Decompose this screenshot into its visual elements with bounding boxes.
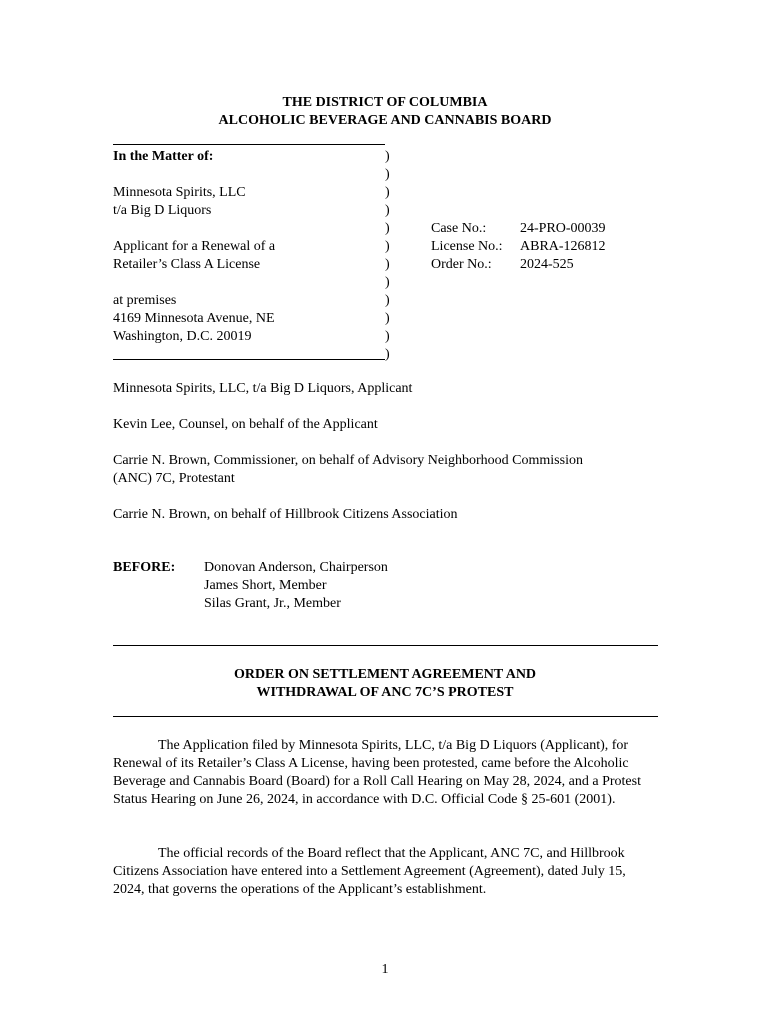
caption-paren: ) bbox=[385, 329, 390, 344]
caption-bottom-rule bbox=[113, 359, 385, 360]
order-title-line1: ORDER ON SETTLEMENT AGREEMENT AND bbox=[233, 667, 537, 682]
applicant-line2: Retailer’s Class A License bbox=[113, 257, 261, 272]
title-bottom-rule bbox=[113, 716, 658, 717]
party-applicant: Minnesota Spirits, LLC, t/a Big D Liquors, Applicant bbox=[113, 381, 413, 396]
caption-paren: ) bbox=[385, 275, 390, 290]
caption-paren: ) bbox=[385, 239, 390, 254]
body-paragraph-1: The Application filed by Minnesota Spirits, LLC, t/a Big D Liquors (Applicant), for Renewal of its Retailer’s Class A License, having been protested, came before the Alcoholic Beverage and Cannabis Board (Board) for a Roll Call Hearing on May 28, 2024, and a Protest Status Hearing on June 26, 2024, in accordance with D.C. Official Code § 25-601 (2001). bbox=[113, 738, 641, 807]
license-label: License No.: bbox=[431, 239, 503, 254]
premises-label: at premises bbox=[113, 293, 177, 308]
caption-paren: ) bbox=[385, 347, 390, 362]
caption-paren: ) bbox=[385, 293, 390, 308]
license-value: ABRA-126812 bbox=[520, 239, 606, 254]
caption-paren: ) bbox=[385, 167, 390, 182]
caption-paren: ) bbox=[385, 185, 390, 200]
board-member: Donovan Anderson, Chairperson bbox=[204, 560, 388, 575]
caption-paren: ) bbox=[385, 149, 390, 164]
caption-paren: ) bbox=[385, 221, 390, 236]
board-title-line1: THE DISTRICT OF COLUMBIA bbox=[282, 95, 488, 110]
caption-paren: ) bbox=[385, 257, 390, 272]
body-paragraph-2: The official records of the Board reflect that the Applicant, ANC 7C, and Hillbrook Citizens Association have entered into a Settlement Agreement (Agreement), dated July 15, 2024, that governs the operations of the Applicant’s establishment. bbox=[113, 846, 626, 897]
licensee-name: Minnesota Spirits, LLC bbox=[113, 185, 246, 200]
caption-paren: ) bbox=[385, 311, 390, 326]
order-title-line2: WITHDRAWAL OF ANC 7C’S PROTEST bbox=[256, 685, 514, 700]
address-line2: Washington, D.C. 20019 bbox=[113, 329, 252, 344]
party-citizens-association: Carrie N. Brown, on behalf of Hillbrook Citizens Association bbox=[113, 507, 458, 522]
party-anc-line1: Carrie N. Brown, Commissioner, on behalf of Advisory Neighborhood Commission bbox=[113, 453, 583, 468]
board-member: James Short, Member bbox=[204, 578, 327, 593]
trade-name: t/a Big D Liquors bbox=[113, 203, 212, 218]
title-top-rule bbox=[113, 645, 658, 646]
matter-label: In the Matter of: bbox=[113, 149, 214, 164]
order-label: Order No.: bbox=[431, 257, 492, 272]
before-label: BEFORE: bbox=[113, 560, 176, 575]
party-counsel: Kevin Lee, Counsel, on behalf of the Applicant bbox=[113, 417, 378, 432]
board-member: Silas Grant, Jr., Member bbox=[204, 596, 341, 611]
board-title-line2: ALCOHOLIC BEVERAGE AND CANNABIS BOARD bbox=[218, 113, 552, 128]
caption-top-rule bbox=[113, 144, 385, 145]
caption-paren: ) bbox=[385, 203, 390, 218]
address-line1: 4169 Minnesota Avenue, NE bbox=[113, 311, 275, 326]
case-value: 24-PRO-00039 bbox=[520, 221, 606, 236]
applicant-line1: Applicant for a Renewal of a bbox=[113, 239, 276, 254]
case-label: Case No.: bbox=[431, 221, 487, 236]
party-anc-line2: (ANC) 7C, Protestant bbox=[113, 471, 235, 486]
order-value: 2024-525 bbox=[520, 257, 574, 272]
page-number: 1 bbox=[381, 962, 389, 977]
